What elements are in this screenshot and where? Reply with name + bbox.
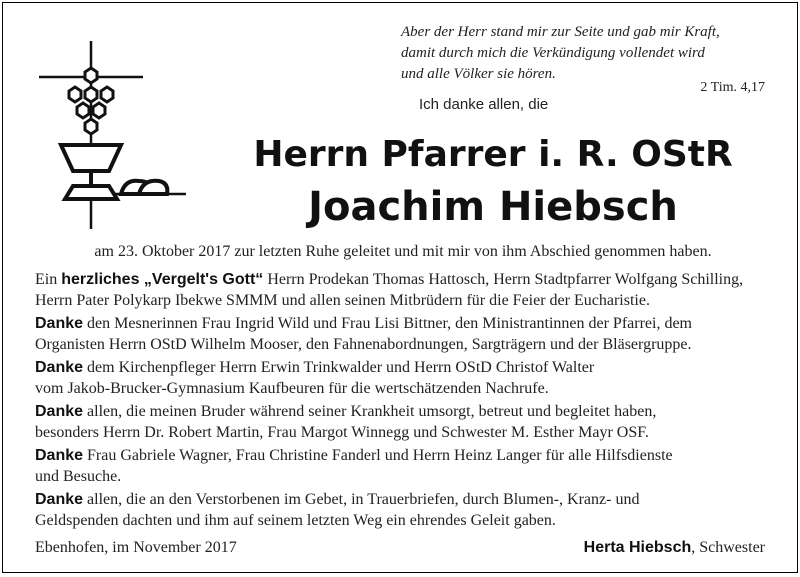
thanks-intro: Ich danke allen, die bbox=[419, 96, 549, 113]
paragraph-text: Geldspenden dachten und ihm auf seinem letzten Weg ein ehrendes Geleit gaben. bbox=[35, 512, 556, 529]
paragraph-text: allen, die meinen Bruder während seiner Krankheit umsorgt, betreut und begleitet haben, bbox=[83, 403, 657, 420]
quote-reference: 2 Tim. 4,17 bbox=[700, 80, 765, 95]
quote-line: und alle Völker sie hören. bbox=[401, 66, 556, 82]
thanks-paragraph bbox=[35, 357, 775, 399]
thanks-paragraph bbox=[35, 445, 775, 487]
thanks-paragraph bbox=[35, 401, 775, 443]
paragraph-text: Organisten Herrn OStD Wilhelm Mooser, den Fahnenabordnungen, Sargträgern und der Bläsergruppe. bbox=[35, 336, 692, 353]
paragraph-text: Herrn Prodekan Thomas Hattosch, Herrn Stadtpfarrer Wolfgang Schilling, bbox=[263, 271, 744, 288]
title-line-1: Herrn Pfarrer i. R. OStR bbox=[253, 134, 733, 175]
paragraph-text: besonders Herrn Dr. Robert Martin, Frau Margot Winnegg und Schwester M. Esther Mayr OSF. bbox=[35, 424, 649, 441]
paragraph-emphasis: Danke bbox=[35, 491, 84, 508]
paragraph-emphasis: Danke bbox=[35, 359, 84, 376]
paragraph-text: Frau Gabriele Wagner, Frau Christine Fanderl und Herrn Heinz Langer für alle Hilfsdienste bbox=[83, 447, 673, 464]
funeral-date-line: am 23. Oktober 2017 zur letzten Ruhe geleitet und mit mir von ihm Abschied genommen haben. bbox=[94, 243, 712, 260]
paragraph-emphasis: Danke bbox=[35, 315, 84, 332]
thanks-paragraph bbox=[35, 269, 775, 311]
paragraph-text: den Mesnerinnen Frau Ingrid Wild und Frau Lisi Bittner, den Ministrantinnen der Pfarrei, dem bbox=[83, 315, 692, 332]
deceased-name: Joachim Hiebsch bbox=[308, 184, 678, 230]
paragraph-text: vom Jakob-Brucker-Gymnasium Kaufbeuren für die wertschätzenden Nachrufe. bbox=[35, 380, 549, 397]
paragraph-text: und Besuche. bbox=[35, 468, 122, 485]
quote-line: damit durch mich die Verkündigung vollendet wird bbox=[401, 45, 705, 61]
paragraph-emphasis: herzliches „Vergelt's Gott“ bbox=[61, 271, 264, 288]
thanks-paragraph bbox=[35, 313, 775, 355]
paragraph-text: dem Kirchenpfleger Herrn Erwin Trinkwalder und Herrn OStD Christof Walter bbox=[83, 359, 595, 376]
paragraph-emphasis: Danke bbox=[35, 447, 84, 464]
place-date: Ebenhofen, im November 2017 bbox=[35, 539, 237, 556]
paragraph-text: allen, die an den Verstorbenen im Gebet, in Trauerbriefen, durch Blumen-, Kranz- und bbox=[83, 491, 640, 508]
thanks-body bbox=[35, 269, 775, 533]
quote-line: Aber der Herr stand mir zur Seite und gab mir Kraft, bbox=[401, 24, 720, 40]
paragraph-emphasis: Danke bbox=[35, 403, 84, 420]
signature bbox=[584, 539, 765, 557]
cross-grapes-chalice-bread-icon bbox=[31, 41, 191, 231]
signer-relation: , Schwester bbox=[691, 539, 765, 556]
bible-quote bbox=[401, 22, 781, 85]
paragraph-prefix: Ein bbox=[35, 271, 62, 288]
obituary-notice bbox=[2, 2, 798, 573]
thanks-paragraph bbox=[35, 489, 775, 531]
signer-name: Herta Hiebsch bbox=[583, 539, 692, 556]
paragraph-text: Herrn Pater Polykarp Ibekwe SMMM und allen seinen Mitbrüdern für die Feier der Eucharistie. bbox=[35, 292, 650, 309]
